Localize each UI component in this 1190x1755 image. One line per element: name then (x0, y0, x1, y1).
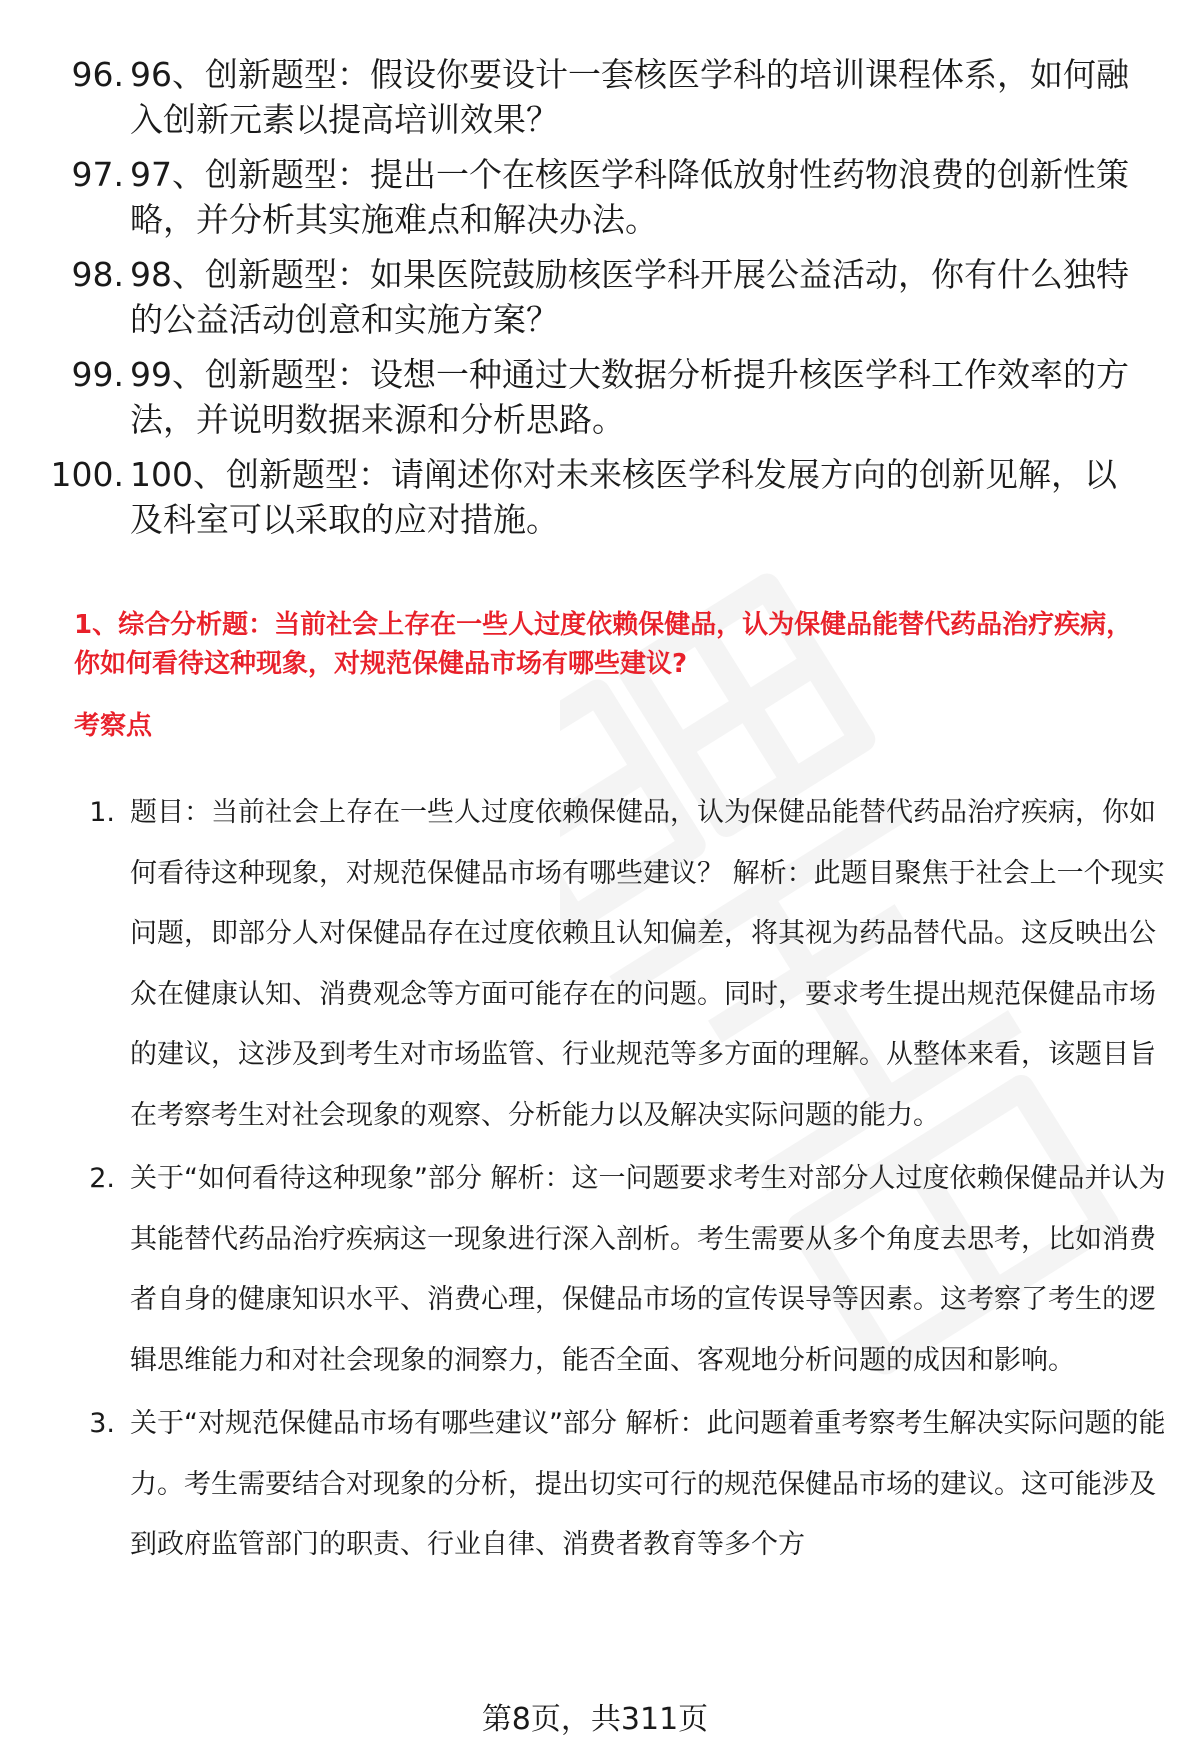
question-item (0, 252, 1190, 342)
question-item (0, 52, 1190, 142)
question-item (0, 352, 1190, 442)
point-text: 题目：当前社会上存在一些人过度依赖保健品，认为保健品能替代药品治疗疾病，你如何看待这种现象，对规范保健品市场有哪些建议？ 解析：此题目聚焦于社会上一个现实问题，即部分人对保健品存在过度依赖且认知偏差，将其视为药品替代品。这反映出公众在健康认知、消费观念等方面可能存在的问题。同时，要求考生提出规范保健品市场的建议，这涉及到考生对市场监管、行业规范等多方面的理解。从整体来看，该题目旨在考察考生对社会现象的观察、分析能力以及解决实际问题的能力。 (130, 797, 1165, 1131)
analysis-points-list (0, 783, 1190, 1579)
point-number: 3. (89, 1408, 115, 1439)
section-subheading: 考察点 (74, 711, 153, 741)
section-heading: 1、综合分析题：当前社会上存在一些人过度依赖保健品，认为保健品能替代药品治疗疾病，你如何看待这种现象，对规范保健品市场有哪些建议? (74, 610, 1133, 679)
question-number: 96. (71, 55, 124, 94)
analysis-point (0, 783, 1190, 1146)
question-item (0, 452, 1190, 542)
point-text: 关于“如何看待这种现象”部分 解析：这一问题要求考生对部分人过度依赖保健品并认为其能替代药品治疗疾病这一现象进行深入剖析。考生需要从多个角度去思考，比如消费者自身的健康知识水平、消费心理，保健品市场的宣传误导等因素。这考察了考生的逻辑思维能力和对社会现象的洞察力，能否全面、客观地分析问题的成因和影响。 (130, 1163, 1166, 1376)
question-number: 97. (71, 155, 124, 194)
analysis-point (0, 1149, 1190, 1391)
point-text: 关于“对规范保健品市场有哪些建议”部分 解析：此问题着重考察考生解决实际问题的能力。考生需要结合对现象的分析，提出切实可行的规范保健品市场的建议。这可能涉及到政府监管部门的职责、行业自律、消费者教育等多个方 (130, 1408, 1166, 1560)
question-item (0, 152, 1190, 242)
question-number: 98. (71, 255, 124, 294)
question-text: 98、创新题型：如果医院鼓励核医学科开展公益活动，你有什么独特的公益活动创意和实施方案？ (130, 255, 1129, 339)
question-number: 100. (50, 455, 124, 494)
page-footer: 第8页，共311页 (481, 1702, 709, 1737)
question-text: 100、创新题型：请阐述你对未来核医学科发展方向的创新见解，以及科室可以采取的应对措施。 (130, 455, 1117, 539)
point-number: 2. (89, 1163, 115, 1194)
question-text: 96、创新题型：假设你要设计一套核医学科的培训课程体系，如何融入创新元素以提高培训效果？ (130, 55, 1129, 139)
point-number: 1. (89, 797, 115, 828)
question-text: 99、创新题型：设想一种通过大数据分析提升核医学科工作效率的方法，并说明数据来源和分析思路。 (130, 355, 1129, 439)
question-number: 99. (71, 355, 124, 394)
question-list (0, 52, 1190, 552)
analysis-point (0, 1394, 1190, 1576)
question-text: 97、创新题型：提出一个在核医学科降低放射性药物浪费的创新性策略，并分析其实施难点和解决办法。 (130, 155, 1129, 239)
